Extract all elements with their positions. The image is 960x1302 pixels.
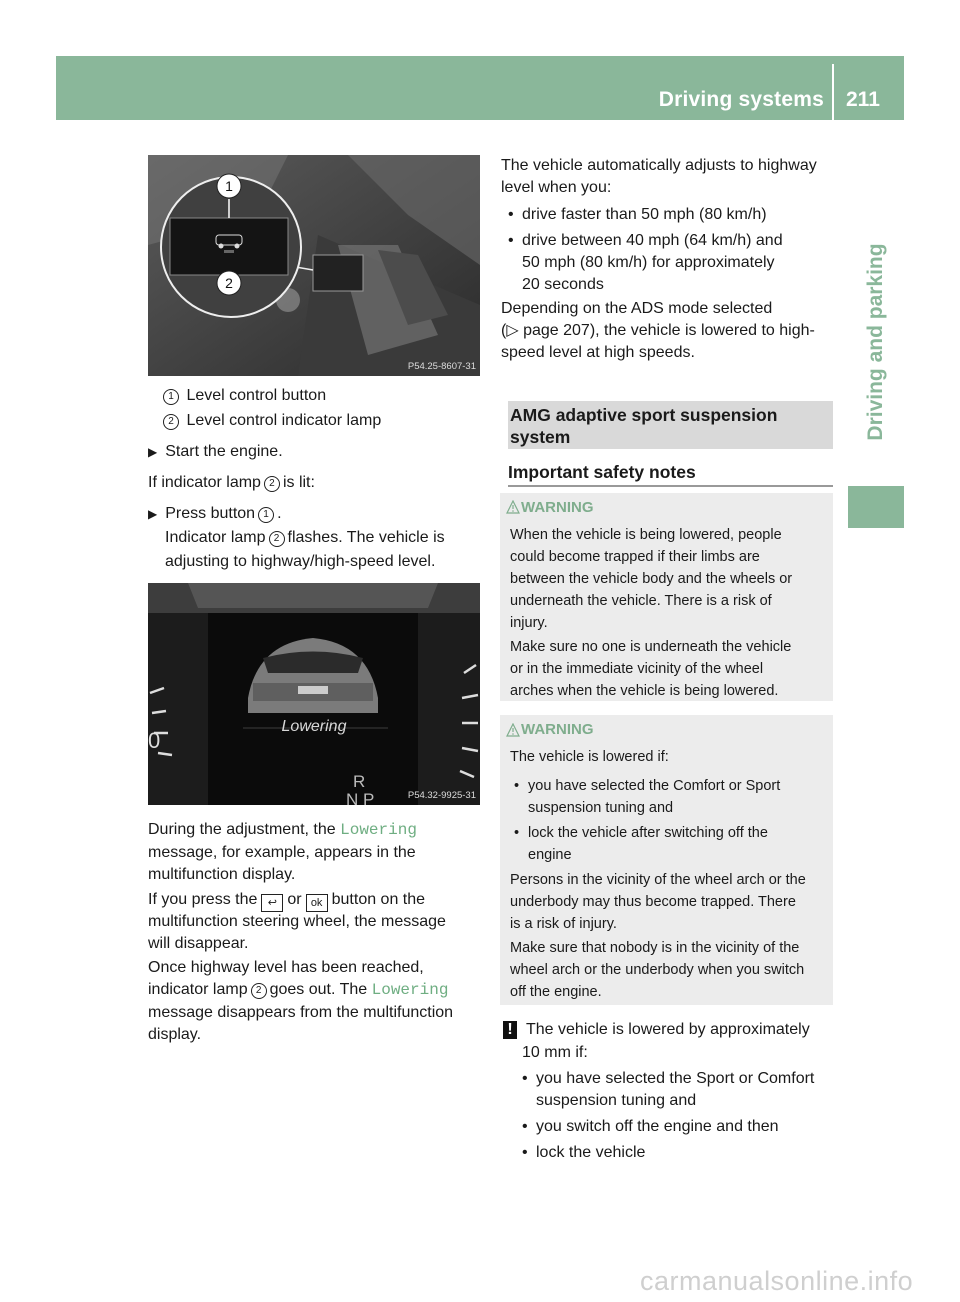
warning-line: Persons in the vicinity of the wheel arch or the bbox=[510, 872, 806, 888]
callout-ref: 2 bbox=[269, 531, 285, 547]
paragraph-line: speed level at high speeds. bbox=[501, 344, 695, 361]
note-list-item bbox=[522, 1142, 645, 1164]
warning-line: When the vehicle is being lowered, people bbox=[510, 527, 782, 543]
display-message-term: Lowering bbox=[371, 981, 449, 999]
paragraph-line bbox=[148, 979, 448, 1001]
callout-ref: 2 bbox=[264, 476, 280, 492]
legend-item-1 bbox=[160, 385, 326, 407]
text: During the adjustment, the bbox=[148, 821, 336, 838]
bullet: • bbox=[522, 1118, 528, 1135]
paragraph-line bbox=[148, 889, 425, 912]
list-item bbox=[508, 230, 783, 252]
step-text: Start the engine. bbox=[165, 443, 283, 460]
note-line: 10 mm if: bbox=[522, 1044, 588, 1061]
display-message-term: Lowering bbox=[340, 821, 417, 839]
instruction-step bbox=[148, 503, 282, 525]
warning-line: injury. bbox=[510, 615, 548, 631]
text: indicator lamp bbox=[148, 981, 248, 998]
warning-line: arches when the vehicle is being lowered. bbox=[510, 683, 779, 699]
legend-item-2 bbox=[160, 410, 381, 432]
bullet: • bbox=[514, 778, 520, 794]
paragraph-line: display. bbox=[148, 1026, 202, 1043]
bullet: • bbox=[508, 232, 514, 249]
paragraph-line: message, for example, appears in the bbox=[148, 844, 416, 861]
paragraph-line: level when you: bbox=[501, 179, 612, 196]
step-result-line: adjusting to highway/high-speed level. bbox=[165, 553, 436, 570]
warning-line: underneath the vehicle. There is a risk of bbox=[510, 593, 772, 609]
list-item bbox=[508, 204, 767, 226]
text: you have selected the Sport or Comfort bbox=[536, 1070, 815, 1087]
text: lock the vehicle bbox=[536, 1144, 646, 1161]
bullet: • bbox=[514, 825, 520, 841]
text: is lit: bbox=[282, 474, 315, 491]
header-separator bbox=[832, 64, 834, 120]
text: drive between 40 mph (64 km/h) and bbox=[522, 232, 783, 249]
callout-ref: 2 bbox=[251, 983, 267, 999]
note-list-item-continued: suspension tuning and bbox=[536, 1092, 697, 1109]
text: The vehicle is lowered by approximately bbox=[526, 1021, 810, 1038]
warning-list-item-continued: suspension tuning and bbox=[528, 800, 674, 816]
chapter-tab-label: Driving and parking bbox=[864, 243, 887, 441]
text: If indicator lamp bbox=[148, 474, 261, 491]
warning-triangle-icon bbox=[506, 723, 520, 737]
warning-line: off the engine. bbox=[510, 984, 602, 1000]
instrument-cluster-photo bbox=[148, 583, 480, 805]
heading-line: AMG adaptive sport suspension bbox=[510, 405, 778, 425]
figure-code: P54.32-9925-31 bbox=[407, 790, 476, 801]
text: goes out. The bbox=[269, 981, 368, 998]
warning-list-item-continued: engine bbox=[528, 847, 572, 863]
note-exclamation-icon: ! bbox=[503, 1021, 517, 1039]
warning-line: Make sure no one is underneath the vehicle bbox=[510, 639, 792, 655]
section-heading bbox=[510, 404, 810, 448]
step-result bbox=[165, 527, 445, 549]
gear-indicator-r: R bbox=[353, 772, 366, 791]
legend-label: Level control button bbox=[186, 387, 327, 404]
console-photo bbox=[148, 155, 480, 376]
warning-line: is a risk of injury. bbox=[510, 916, 617, 932]
svg-text:0: 0 bbox=[148, 728, 161, 753]
cluster-illustration bbox=[148, 583, 480, 805]
text: Indicator lamp bbox=[165, 529, 266, 546]
legend-number: 1 bbox=[163, 389, 179, 405]
bullet: • bbox=[522, 1070, 528, 1087]
legend-label: Level control indicator lamp bbox=[186, 412, 382, 429]
instruction-step bbox=[148, 441, 283, 463]
warning-line: Make sure that nobody is in the vicinity of the bbox=[510, 940, 800, 956]
text: flashes. The vehicle is bbox=[287, 529, 445, 546]
list-item-continued: 50 mph (80 km/h) for approximately bbox=[522, 254, 775, 271]
paragraph-line: will disappear. bbox=[148, 935, 249, 952]
watermark: carmanualsonline.info bbox=[640, 1266, 914, 1296]
callout-2: 2 bbox=[225, 275, 233, 291]
warning-list-item bbox=[514, 775, 834, 797]
text: . bbox=[277, 505, 282, 522]
text: you switch off the engine and then bbox=[536, 1118, 779, 1135]
section-header-title: Driving systems bbox=[658, 88, 824, 111]
text: lock the vehicle after switching off the bbox=[528, 825, 768, 841]
note-list-item bbox=[522, 1116, 779, 1138]
display-message: Lowering bbox=[281, 718, 347, 735]
note-line bbox=[503, 1019, 810, 1041]
back-button-icon: ↩ bbox=[261, 894, 283, 912]
paragraph-line: (▷ page 207), the vehicle is lowered to high- bbox=[501, 322, 815, 339]
heading-divider bbox=[508, 485, 833, 487]
text: you have selected the Comfort or Sport bbox=[528, 778, 781, 794]
ok-button-icon: ok bbox=[306, 894, 328, 912]
paragraph-line: Depending on the ADS mode selected bbox=[501, 300, 773, 317]
paragraph-line: multifunction steering wheel, the message bbox=[148, 913, 446, 930]
chapter-side-tab bbox=[848, 200, 904, 484]
subsection-heading: Important safety notes bbox=[508, 462, 696, 482]
step-text: Press button bbox=[165, 505, 256, 522]
warning-line: wheel arch or the underbody when you switch bbox=[510, 962, 805, 978]
warning-line: could become trapped if their limbs are bbox=[510, 549, 760, 565]
callout-1: 1 bbox=[225, 178, 233, 194]
paragraph-line: The vehicle automatically adjusts to highway bbox=[501, 157, 817, 174]
bullet: • bbox=[508, 206, 514, 223]
paragraph-line: multifunction display. bbox=[148, 866, 296, 883]
warning-title: WARNING bbox=[521, 499, 594, 516]
warning-line: The vehicle is lowered if: bbox=[510, 749, 669, 765]
step-arrow-icon: ▶ bbox=[148, 445, 158, 459]
warning-line: underbody may thus become trapped. There bbox=[510, 894, 796, 910]
note-list-item bbox=[522, 1068, 814, 1090]
warning-title: WARNING bbox=[521, 721, 594, 738]
warning-line: between the vehicle body and the wheels or bbox=[510, 571, 793, 587]
heading-line: system bbox=[510, 427, 571, 447]
callout-ref: 1 bbox=[258, 507, 274, 523]
paragraph-line bbox=[148, 819, 417, 841]
warning-line: or in the immediate vicinity of the wheel bbox=[510, 661, 764, 677]
figure-code: P54.25-8607-31 bbox=[407, 361, 476, 372]
legend-number: 2 bbox=[163, 414, 179, 430]
text: button on the bbox=[331, 891, 426, 908]
warning-triangle-icon bbox=[506, 500, 520, 514]
paragraph-line: message disappears from the multifunction bbox=[148, 1004, 454, 1021]
text: drive faster than 50 mph (80 km/h) bbox=[522, 206, 767, 223]
warning-list-item bbox=[514, 822, 834, 844]
chapter-marker-block bbox=[848, 486, 904, 528]
page-number: 211 bbox=[846, 88, 880, 111]
text: or bbox=[287, 891, 302, 908]
step-arrow-icon: ▶ bbox=[148, 507, 158, 521]
paragraph-line: Once highway level has been reached, bbox=[148, 959, 424, 976]
console-illustration bbox=[148, 155, 480, 376]
bullet: • bbox=[522, 1144, 528, 1161]
text: If you press the bbox=[148, 891, 258, 908]
gear-indicator-np: N P bbox=[346, 790, 375, 805]
condition-line bbox=[148, 472, 315, 494]
list-item-continued: 20 seconds bbox=[522, 276, 604, 293]
